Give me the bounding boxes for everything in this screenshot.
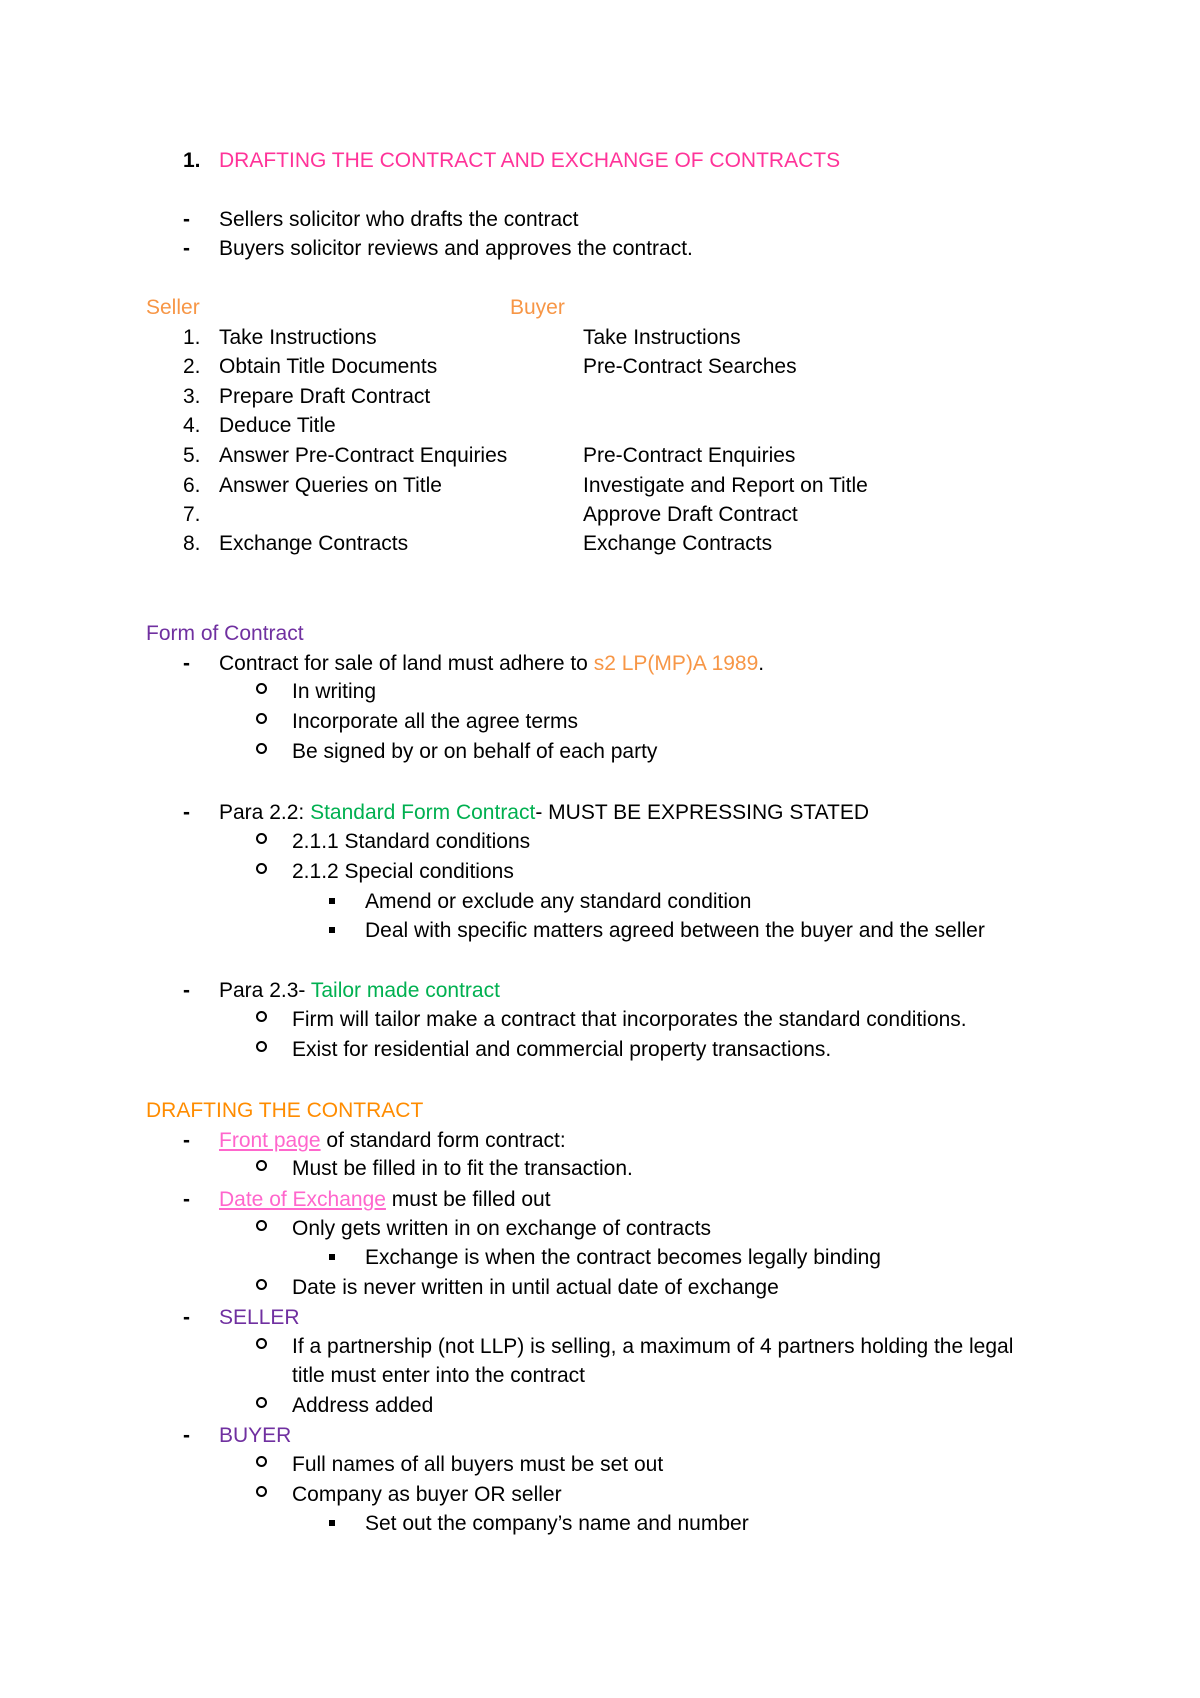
front-page-text: of standard form contract:	[320, 1129, 566, 1152]
square-bullet-icon	[329, 898, 335, 904]
form-sub-sub-item: Amend or exclude any standard condition	[365, 890, 752, 913]
drafting-sub-item: If a partnership (not LLP) is selling, a maximum of 4 partners holding the legal	[292, 1335, 1014, 1358]
buyer-step: Approve Draft Contract	[583, 503, 798, 526]
statute-reference: s2 LP(MP)A 1989	[593, 652, 759, 675]
seller-label: SELLER	[219, 1306, 300, 1329]
buyer-step: Investigate and Report on Title	[583, 474, 868, 497]
circle-bullet-icon	[256, 833, 267, 844]
circle-bullet-icon	[256, 863, 267, 874]
drafting-sub-item: Company as buyer OR seller	[292, 1483, 562, 1506]
circle-bullet-icon	[256, 1456, 267, 1467]
dash-bullet: -	[183, 652, 190, 675]
date-of-exchange-link[interactable]: Date of Exchange	[219, 1188, 386, 1211]
buyer-header: Buyer	[510, 296, 565, 319]
row-number: 3.	[183, 385, 201, 408]
circle-bullet-icon	[256, 713, 267, 724]
form-sub-item: 2.1.2 Special conditions	[292, 860, 514, 883]
drafting-sub-item: Address added	[292, 1394, 434, 1417]
seller-header: Seller	[146, 296, 200, 319]
square-bullet-icon	[329, 1254, 335, 1260]
circle-bullet-icon	[256, 1486, 267, 1497]
circle-bullet-icon	[256, 683, 267, 694]
dash-bullet: -	[183, 801, 190, 824]
dash-bullet: -	[183, 1424, 190, 1447]
circle-bullet-icon	[256, 1220, 267, 1231]
row-number: 8.	[183, 532, 201, 555]
buyer-step: Pre-Contract Enquiries	[583, 444, 796, 467]
dash-bullet: -	[183, 208, 190, 231]
buyer-step: Exchange Contracts	[583, 532, 773, 555]
form-sub-item: Firm will tailor make a contract that incorporates the standard conditions.	[292, 1008, 967, 1031]
drafting-sub-item: Only gets written in on exchange of contracts	[292, 1217, 712, 1240]
form-point-2	[219, 799, 869, 827]
front-page-item	[219, 1127, 566, 1155]
form-sub-sub-item: Deal with specific matters agreed between the buyer and the seller	[365, 919, 985, 942]
row-number: 7.	[183, 503, 201, 526]
row-number: 2.	[183, 355, 201, 378]
seller-step: Exchange Contracts	[219, 532, 409, 555]
date-of-exchange-text: must be filled out	[385, 1188, 551, 1211]
drafting-sub-sub-item: Exchange is when the contract becomes legally binding	[365, 1246, 881, 1269]
seller-step: Obtain Title Documents	[219, 355, 438, 378]
buyer-label: BUYER	[219, 1424, 292, 1447]
form-heading: Form of Contract	[146, 622, 304, 645]
drafting-sub-item: Full names of all buyers must be set out	[292, 1453, 664, 1476]
form-sub-item: 2.1.1 Standard conditions	[292, 830, 531, 853]
standard-form-contract: Standard Form Contract	[310, 801, 536, 824]
form-sub-item: Incorporate all the agree terms	[292, 710, 578, 733]
drafting-heading: DRAFTING THE CONTRACT	[146, 1099, 424, 1122]
row-number: 6.	[183, 474, 201, 497]
form-sub-item: Exist for residential and commercial property transactions.	[292, 1038, 832, 1061]
form-point-1-end: .	[758, 652, 765, 675]
buyer-step: Pre-Contract Searches	[583, 355, 797, 378]
seller-step: Answer Queries on Title	[219, 474, 442, 497]
circle-bullet-icon	[256, 1338, 267, 1349]
circle-bullet-icon	[256, 1041, 267, 1052]
heading-title: DRAFTING THE CONTRACT AND EXCHANGE OF CONTRACTS	[219, 149, 841, 172]
drafting-sub-item: Date is never written in until actual date of exchange	[292, 1276, 779, 1299]
dash-bullet: -	[183, 237, 190, 260]
circle-bullet-icon	[256, 1011, 267, 1022]
seller-step: Deduce Title	[219, 414, 336, 437]
form-point-1-text: Contract for sale of land must adhere to	[219, 652, 594, 675]
circle-bullet-icon	[256, 1279, 267, 1290]
heading-number: 1.	[183, 149, 201, 172]
drafting-sub-item: Must be filled in to fit the transaction.	[292, 1157, 633, 1180]
drafting-sub-sub-item: Set out the company’s name and number	[365, 1512, 749, 1535]
date-of-exchange-item	[219, 1186, 551, 1214]
circle-bullet-icon	[256, 1397, 267, 1408]
form-sub-item: In writing	[292, 680, 377, 703]
front-page-link[interactable]: Front page	[219, 1129, 321, 1152]
tailor-made-contract: Tailor made contract	[310, 979, 500, 1002]
drafting-sub-item-continued: title must enter into the contract	[292, 1364, 585, 1387]
dash-bullet: -	[183, 1188, 190, 1211]
square-bullet-icon	[329, 1520, 335, 1526]
row-number: 5.	[183, 444, 201, 467]
form-point-3-prefix: Para 2.3-	[219, 979, 311, 1002]
dash-bullet: -	[183, 1129, 190, 1152]
seller-step: Prepare Draft Contract	[219, 385, 431, 408]
row-number: 1.	[183, 326, 201, 349]
row-number: 4.	[183, 414, 201, 437]
form-point-1	[219, 650, 764, 678]
intro-item: Sellers solicitor who drafts the contract	[219, 208, 579, 231]
form-point-2-prefix: Para 2.2:	[219, 801, 311, 824]
form-sub-item: Be signed by or on behalf of each party	[292, 740, 658, 763]
dash-bullet: -	[183, 1306, 190, 1329]
square-bullet-icon	[329, 927, 335, 933]
form-point-3	[219, 977, 500, 1005]
buyer-step: Take Instructions	[583, 326, 741, 349]
intro-item: Buyers solicitor reviews and approves the contract.	[219, 237, 693, 260]
dash-bullet: -	[183, 979, 190, 1002]
circle-bullet-icon	[256, 1160, 267, 1171]
form-point-2-suffix: - MUST BE EXPRESSING STATED	[535, 801, 870, 824]
seller-step: Answer Pre-Contract Enquiries	[219, 444, 508, 467]
circle-bullet-icon	[256, 743, 267, 754]
seller-step: Take Instructions	[219, 326, 377, 349]
